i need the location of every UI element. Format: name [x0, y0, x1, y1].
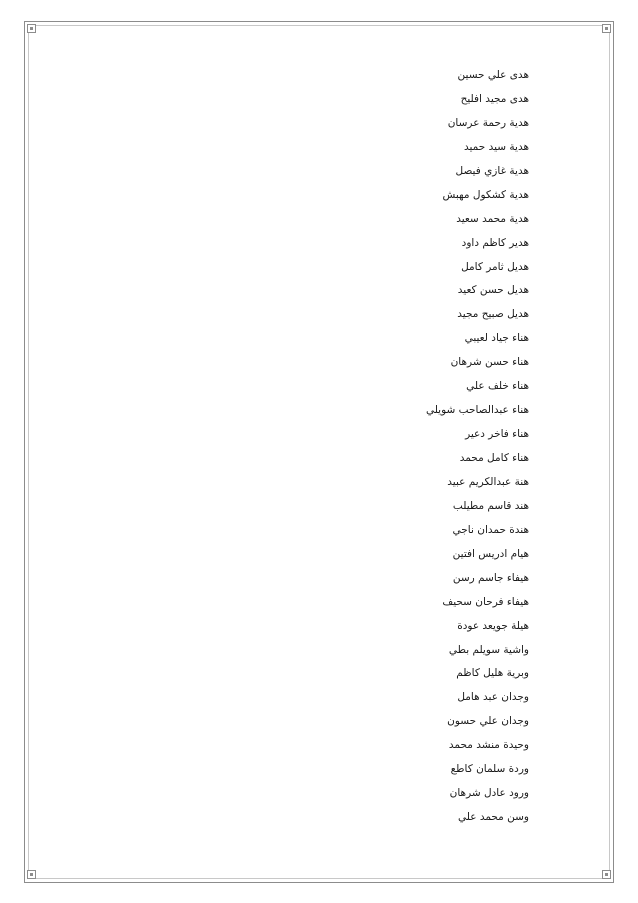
name-entry: هناء جياد لعيبي	[464, 332, 529, 345]
name-entry: واشية سويلم بطي	[448, 643, 529, 656]
name-entry: هيام ادريس افتين	[452, 547, 529, 560]
name-entry: هناء حسن شرهان	[450, 356, 529, 369]
name-entry: وحيدة منشد محمد	[448, 739, 529, 752]
name-entry: هدير كاظم داود	[461, 236, 529, 249]
name-entry: هدية غازي فيصل	[455, 164, 529, 177]
name-entry: هناء عبدالصاحب شويلي	[425, 404, 529, 417]
name-entry: هنة عبدالكريم عبيد	[447, 475, 529, 488]
corner-ornament-top-right	[602, 24, 611, 33]
name-entry: وبرية هليل كاظم	[456, 667, 529, 680]
name-entry: هناء خلف علي	[466, 380, 529, 393]
name-entry: وسن محمد علي	[457, 811, 529, 824]
name-entry: هديل ثامر كامل	[461, 260, 529, 273]
name-entry: وردة سلمان كاطع	[450, 763, 529, 776]
name-entry: هناء كامل محمد	[459, 452, 529, 464]
name-entry: وجدان علي حسون	[447, 715, 529, 728]
name-entry: هندة حمدان ناجي	[452, 523, 529, 536]
name-entry: وجدان عبد هامل	[457, 691, 529, 704]
name-entry: هدى علي حسين	[457, 69, 529, 81]
names-list	[426, 64, 529, 830]
corner-ornament-bottom-right	[602, 870, 611, 879]
name-entry: هدى مجيد افليح	[460, 92, 529, 105]
name-entry: هيفاء فرحان سحيف	[442, 595, 529, 608]
name-entry: هيفاء جاسم رسن	[452, 571, 529, 584]
name-entry: هدية كشكول مهبش	[442, 188, 529, 201]
name-entry: هدية سيد حميد	[464, 140, 529, 153]
corner-ornament-bottom-left	[27, 870, 36, 879]
name-entry: هدية محمد سعيد	[456, 212, 529, 225]
name-entry: هديل حسن كعيد	[457, 284, 529, 297]
corner-ornament-top-left	[27, 24, 36, 33]
name-entry: هديل صبيح مجيد	[457, 308, 529, 321]
name-entry: هدية رحمة عرسان	[447, 116, 529, 129]
name-entry: هيلة جويعد عودة	[457, 619, 529, 632]
name-entry: هناء فاخر دعير	[465, 428, 529, 441]
name-entry: ورود عادل شرهان	[449, 787, 529, 800]
name-entry: هند قاسم مطيلب	[452, 499, 529, 512]
